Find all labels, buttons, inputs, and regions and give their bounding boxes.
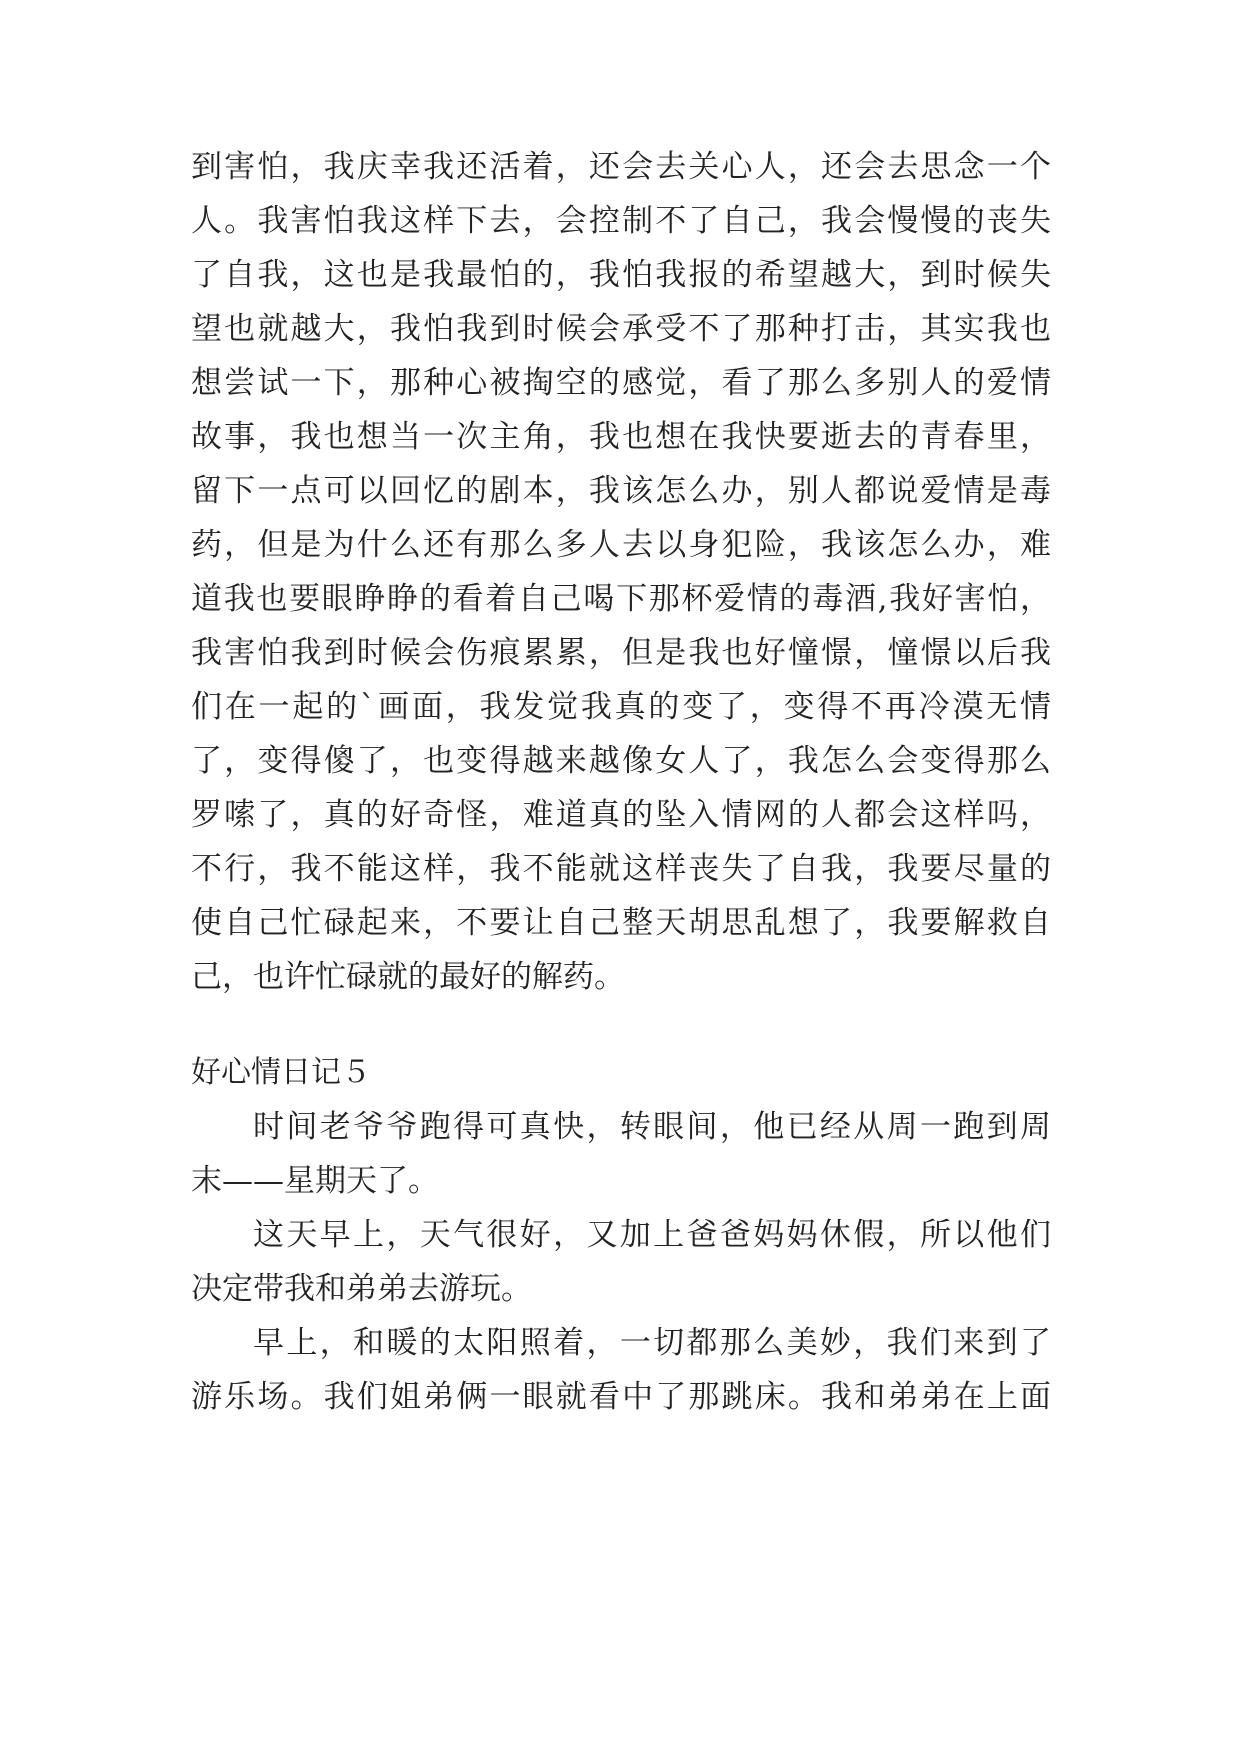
text-line: 道我也要眼睁睁的看着自己喝下那杯爱情的毒酒,我好害怕， [191,581,1051,617]
text-line-last: 己，也许忙碌就的最好的解药。 [191,959,625,995]
text-line: 不行，我不能这样，我不能就这样丧失了自我，我要尽量的 [191,851,1051,887]
text-line: 了，变得傻了，也变得越来越像女人了，我怎么会变得那么 [191,743,1051,779]
text-line: 想尝试一下，那种心被掏空的感觉，看了那么多别人的爱情 [191,365,1051,401]
text-line: 们在一起的`画面，我发觉我真的变了，变得不再冷漠无情 [191,689,1051,725]
text-line: 罗嗦了，真的好奇怪，难道真的坠入情网的人都会这样吗， [191,797,1051,833]
paragraph-first-line: 早上，和暖的太阳照着，一切都那么美妙，我们来到了 [253,1325,1051,1361]
text-line: 到害怕，我庆幸我还活着，还会去关心人，还会去思念一个 [191,149,1051,185]
section-title: 好心情日记５ [191,1055,371,1090]
paragraph-first-line: 这天早上，天气很好，又加上爸爸妈妈休假，所以他们 [253,1217,1051,1253]
text-line: 望也就越大，我怕我到时候会承受不了那种打击，其实我也 [191,311,1051,347]
text-line: 人。我害怕我这样下去，会控制不了自己，我会慢慢的丧失 [191,203,1051,239]
paragraph-last-line: 末——星期天了。 [191,1163,439,1199]
text-line: 留下一点可以回忆的剧本，我该怎么办，别人都说爱情是毒 [191,473,1051,509]
text-line: 了自我，这也是我最怕的，我怕我报的希望越大，到时候失 [191,257,1051,293]
text-line: 药，但是为什么还有那么多人去以身犯险，我该怎么办，难 [191,527,1051,563]
paragraph-last-line: 决定带我和弟弟去游玩。 [191,1271,532,1307]
text-line: 使自己忙碌起来，不要让自己整天胡思乱想了，我要解救自 [191,905,1051,941]
text-line: 故事，我也想当一次主角，我也想在我快要逝去的青春里， [191,419,1051,455]
text-line: 我害怕我到时候会伤痕累累，但是我也好憧憬，憧憬以后我 [191,635,1051,671]
text-line: 游乐场。我们姐弟俩一眼就看中了那跳床。我和弟弟在上面 [191,1379,1051,1415]
paragraph-first-line: 时间老爷爷跑得可真快，转眼间，他已经从周一跑到周 [253,1109,1051,1145]
